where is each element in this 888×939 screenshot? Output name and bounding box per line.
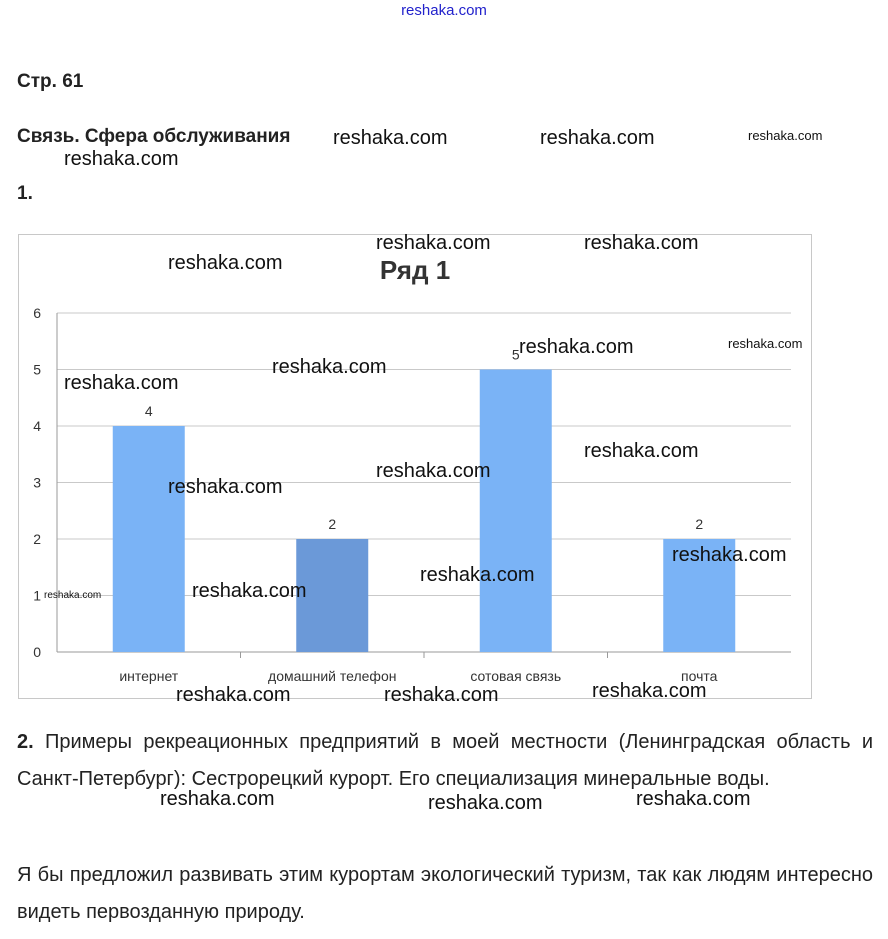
bar xyxy=(480,370,552,653)
watermark: reshaka.com xyxy=(168,252,283,274)
task-1-number: 1. xyxy=(17,183,33,204)
watermark: reshaka.com xyxy=(168,476,283,498)
x-tick-label: домашний телефон xyxy=(268,668,397,684)
y-tick-label: 6 xyxy=(33,305,41,321)
site-header[interactable]: reshaka.com xyxy=(401,2,487,19)
watermark: reshaka.com xyxy=(192,580,307,602)
data-label: 4 xyxy=(144,403,153,419)
y-tick-label: 5 xyxy=(33,361,41,378)
data-label: 2 xyxy=(328,516,337,532)
y-tick-label: 3 xyxy=(33,474,41,491)
watermark: reshaka.com xyxy=(384,684,499,706)
section-title: Связь. Сфера обслуживания xyxy=(17,126,291,147)
x-tick-label: сотовая связь xyxy=(470,668,562,684)
x-tick-label: почта xyxy=(681,668,718,684)
watermark: reshaka.com xyxy=(519,336,634,358)
watermark: reshaka.com xyxy=(420,564,535,586)
watermark: reshaka.com xyxy=(272,356,387,378)
watermark: reshaka.com xyxy=(584,232,699,254)
watermark: reshaka.com xyxy=(584,440,699,462)
watermark: reshaka.com xyxy=(64,372,179,394)
watermark: reshaka.com xyxy=(636,788,751,810)
watermark: reshaka.com xyxy=(376,460,491,482)
bar xyxy=(113,426,185,652)
watermark: reshaka.com xyxy=(64,148,179,170)
y-tick-label: 2 xyxy=(33,531,41,547)
data-label: 2 xyxy=(695,516,704,532)
x-tick-label: интернет xyxy=(119,668,179,684)
watermark: reshaka.com xyxy=(540,127,655,149)
task-2-text: Примеры рекреационных предприятий в моей местности (Ленинградская область и Санкт-Петербург): Сестрорецкий курорт. Его специализация минеральные воды. xyxy=(17,731,873,790)
watermark: reshaka.com xyxy=(333,127,448,149)
y-tick-label: 0 xyxy=(33,644,41,660)
watermark: reshaka.com xyxy=(728,336,803,351)
watermark: reshaka.com xyxy=(176,684,291,706)
watermark: reshaka.com xyxy=(748,128,823,143)
watermark: reshaka.com xyxy=(592,680,707,702)
watermark: reshaka.com xyxy=(428,792,543,814)
watermark: reshaka.com xyxy=(672,544,787,566)
chart-title: Ряд 1 xyxy=(379,255,451,285)
task-2-paragraph xyxy=(17,724,873,798)
page-number: Стр. 61 xyxy=(17,71,84,92)
watermark: reshaka.com xyxy=(376,232,491,254)
watermark: reshaka.com xyxy=(160,788,275,810)
y-tick-label: 1 xyxy=(33,587,41,604)
bar xyxy=(296,539,368,652)
task-2-number: 2. xyxy=(17,731,34,753)
y-tick-label: 4 xyxy=(33,418,41,434)
paragraph-3: Я бы предложил развивать этим курортам экологический туризм, так как людям интересно видеть первозданную природу. xyxy=(17,864,873,923)
watermark: reshaka.com xyxy=(44,590,102,601)
data-label: 5 xyxy=(511,346,520,363)
